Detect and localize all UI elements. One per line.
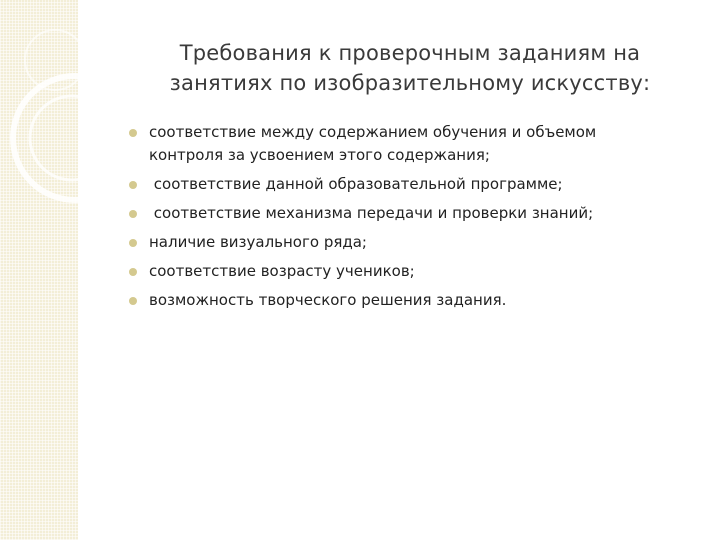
list-item bbox=[129, 260, 689, 283]
list-item-text: соответствие данной образовательной программе; bbox=[149, 175, 563, 193]
list-item-text: соответствие между содержанием обучения и объемом bbox=[149, 123, 597, 141]
slide-title-line-1: Требования к проверочным заданиям на bbox=[179, 41, 641, 65]
list-item-text: соответствие возрасту учеников; bbox=[149, 262, 415, 280]
bullet-icon bbox=[129, 181, 137, 189]
bullet-icon bbox=[129, 129, 137, 137]
slide-title-line-2: занятиях по изобразительному искусству: bbox=[169, 71, 651, 95]
list-item-text-continued: контроля за усвоением этого содержания; bbox=[149, 146, 490, 164]
bullet-icon bbox=[129, 210, 137, 218]
list-item-text: наличие визуального ряда; bbox=[149, 233, 367, 251]
decorative-circles-icon bbox=[0, 0, 78, 540]
list-item-text: возможность творческого решения задания. bbox=[149, 291, 507, 309]
list-item bbox=[129, 173, 689, 196]
list-item bbox=[129, 121, 689, 167]
slide-title bbox=[135, 38, 685, 98]
decorative-side-panel bbox=[0, 0, 78, 540]
bullet-icon bbox=[129, 297, 137, 305]
bullet-icon bbox=[129, 268, 137, 276]
list-item-text: соответствие механизма передачи и проверки знаний; bbox=[149, 204, 594, 222]
requirements-list bbox=[129, 121, 689, 318]
bullet-icon bbox=[129, 239, 137, 247]
list-item bbox=[129, 202, 689, 225]
list-item bbox=[129, 289, 689, 312]
list-item bbox=[129, 231, 689, 254]
